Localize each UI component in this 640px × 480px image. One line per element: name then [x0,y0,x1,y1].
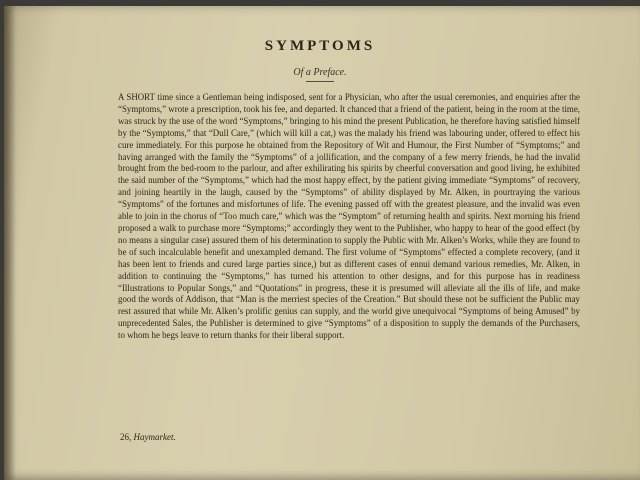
page-title: SYMPTOMS [264,38,376,54]
address-street: Haymarket. [133,432,176,442]
address-number: 26, [120,432,132,442]
title-divider [306,81,334,82]
preface-body-text: A SHORT time since a Gentleman being indisposed, sent for a Physician, who after the usual ceremonies, and enquiries after the “Symptoms,” wrote a prescription, took his fee, and departed. It chanced that a friend of the patient, being in the room at the time, was struck by the use of the word “Symptoms,” bringing to his mind the present Publication, he therefore having satisfied himself by the “Symptoms,” that “Dull Care,” (which will kill a cat,) was the malady his friend was labouring under, offered to effect his cure immediately. For this purpose he obtained from the Repository of Wit and Humour, the First Number of “Symptoms;” and having arranged with the family the “Symptoms” of a jollification, and the company of a few merry friends, he had the invalid brought from the bed-room to the parlour, and after exhilirating his spirits by cheerful conversation and good living, he exhibited the said number of the “Symptoms,” which had the most happy effect, by the patient giving immediate “Symptoms” of recovery, and joining heartily in the laugh, caused by the “Symptoms” of ability displayed by Mr. Alken, in pourtraying the various “Symptoms” of the fortunes and misfortunes of life. The evening passed off with the greatest pleasure, and the invalid was even able to join in the chorus of “Too much care,” which was the “Symptom” of returning health and spirits. Next morning his friend proposed a walk to purchase more “Symptoms;” accordingly they went to the Publisher, who happy to hear of the good effect (by no means a singular case) assured them of his determination to supply the Public with Mr. Alken’s Works, while they are found to be of such incalculable benefit and unexampled demand. The first volume of “Symptoms” effected a complete recovery, (and it has been lent to friends and cured large parties since,) but as different cases of ennui demand various remedies, Mr. Alken, in addition to continuing the “Symptoms,” has turned his attention to other designs, and for this purpose has in readiness “Illustrations to Popular Songs,” and “Quotations” in progress, these it is presumed will alleviate all the ills of life, and make good the words of Addison, that “Man is the merriest species of the Creation.” But should these not be sufficient the Public may rest assured that while Mr. Alken’s prolific genius can supply, and the world give unequivocal “Symptoms of being Amused” by unprecedented Sales, the Publisher is determined to give “Symptoms” of a disposition to supply the demands of the Purchasers, to whom he begs leave to return thanks for their liberal support. [118,92,580,341]
page-subtitle: Of a Preface. [293,67,347,78]
publisher-address [120,432,176,442]
